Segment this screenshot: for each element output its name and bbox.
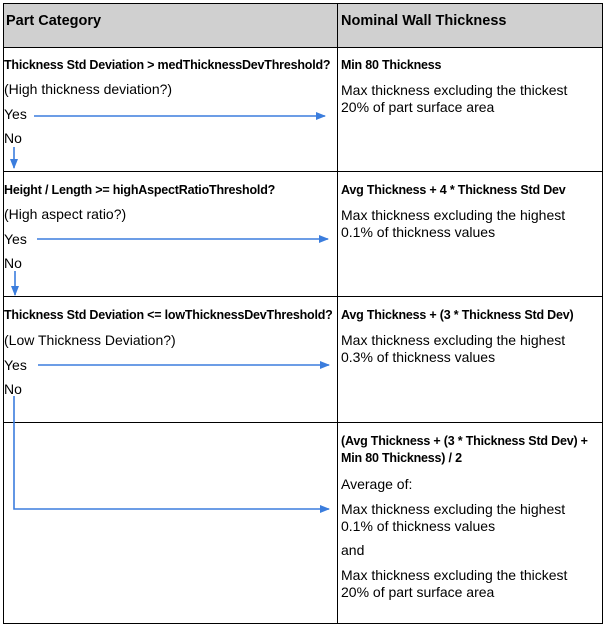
yes-label: Yes (4, 231, 27, 247)
table-header (4, 4, 602, 48)
subtitle-low-thickness-dev: (Low Thickness Deviation?) (4, 332, 176, 348)
description-highest-0.1: Max thickness excluding the highest 0.1% of thickness values (341, 501, 566, 534)
formula-min80: Min 80 Thickness (341, 58, 442, 72)
average-of-label: Average of: (341, 476, 413, 492)
row-divider (4, 296, 602, 297)
no-label: No (4, 381, 22, 397)
header-part-category: Part Category (6, 13, 102, 29)
subtitle-high-aspect-ratio: (High aspect ratio?) (4, 206, 127, 222)
and-label: and (341, 542, 365, 558)
column-divider (337, 4, 338, 623)
decision-table (3, 3, 603, 624)
subtitle-high-thickness-dev: (High thickness deviation?) (4, 81, 173, 97)
yes-label: Yes (4, 357, 27, 373)
formula-avg-3std: Avg Thickness + (3 * Thickness Std Dev) (341, 308, 574, 322)
condition-high-thickness-dev: Thickness Std Deviation > medThicknessDevThreshold? (4, 58, 331, 72)
description-avg-3std: Max thickness excluding the highest 0.3% of thickness values (341, 332, 566, 365)
description-avg-4std: Max thickness excluding the highest 0.1% of thickness values (341, 207, 566, 240)
formula-avg-4std: Avg Thickness + 4 * Thickness Std Dev (341, 183, 566, 197)
row-divider (4, 171, 602, 172)
header-nominal-wall-thickness: Nominal Wall Thickness (341, 13, 507, 29)
formula-average-combined: (Avg Thickness + (3 * Thickness Std Dev) + Min 80 Thickness) / 2 (341, 434, 588, 465)
no-label: No (4, 255, 22, 271)
condition-low-thickness-dev: Thickness Std Deviation <= lowThicknessDevThreshold? (4, 308, 333, 322)
description-min80: Max thickness excluding the thickest 20% of part surface area (341, 82, 568, 115)
description-thickest-20: Max thickness excluding the thickest 20% of part surface area (341, 567, 568, 600)
no-label: No (4, 130, 22, 146)
row-divider (4, 422, 602, 423)
yes-label: Yes (4, 106, 27, 122)
condition-high-aspect-ratio: Height / Length >= highAspectRatioThreshold? (4, 183, 276, 197)
